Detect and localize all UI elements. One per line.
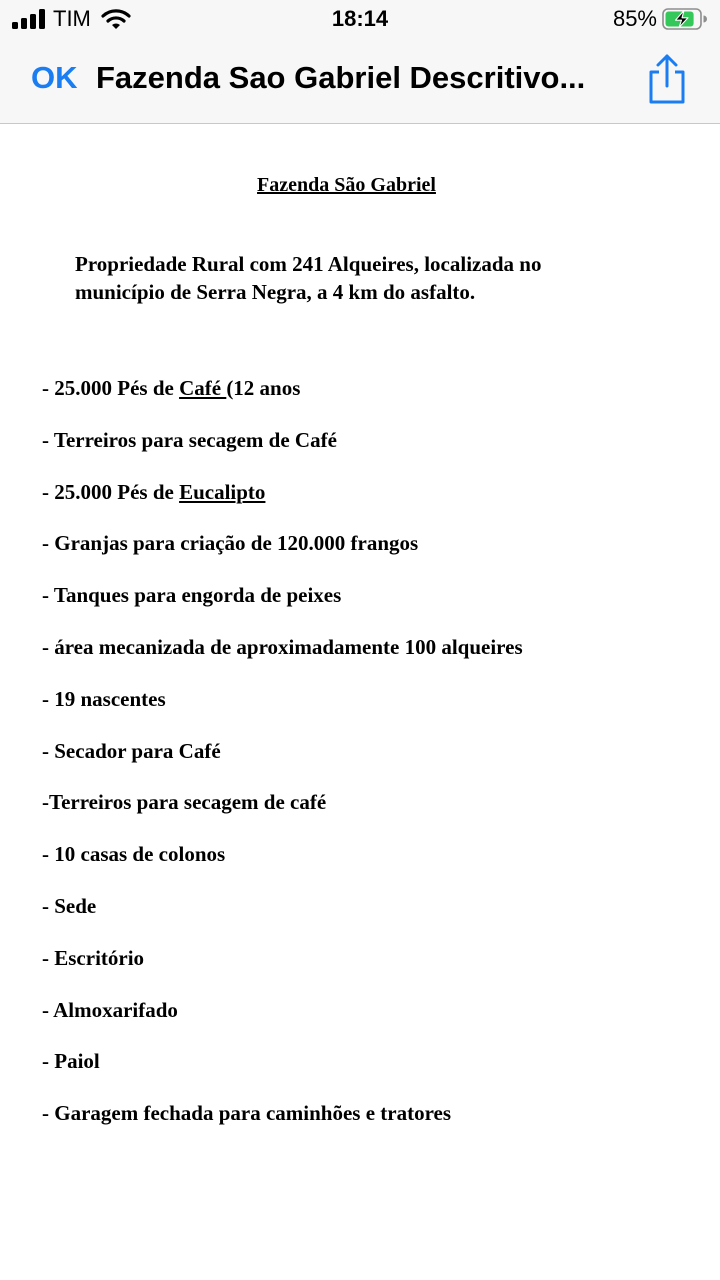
document-body xyxy=(0,124,720,1280)
list-item-text: - Sede xyxy=(42,893,97,918)
list-item xyxy=(42,998,523,1050)
list-item-text: - 10 casas de colonos xyxy=(42,842,226,867)
status-time: 18:14 xyxy=(331,6,389,31)
list-item-link[interactable]: Café xyxy=(179,376,227,400)
intro-line: Propriedade Rural com 241 Alqueires, localizada no xyxy=(75,252,542,276)
list-item xyxy=(42,790,523,842)
list-item-text: - Paiol xyxy=(42,1049,100,1074)
list-item xyxy=(42,894,523,946)
list-item-text: - Granjas para criação de 120.000 frangos xyxy=(42,531,419,556)
list-item-text: - Garagem fechada para caminhões e tratores xyxy=(42,1101,452,1126)
list-item-link[interactable]: Eucalipto xyxy=(179,479,266,504)
list-item xyxy=(42,376,523,428)
feature-list xyxy=(42,376,523,1153)
list-item-text: - Terreiros para secagem de Café xyxy=(42,427,337,452)
doc-heading-text: Fazenda São Gabriel xyxy=(257,174,436,196)
list-item-text: - Escritório xyxy=(42,945,145,970)
battery-percent: 85% xyxy=(612,6,657,31)
battery-charging-icon xyxy=(662,8,708,30)
list-item xyxy=(42,1101,523,1153)
status-bar xyxy=(0,0,720,40)
list-item-text: -Terreiros para secagem de café xyxy=(42,790,327,815)
navigation-bar xyxy=(0,40,720,124)
intro-line: município de Serra Negra, a 4 km do asfalto. xyxy=(75,280,476,304)
list-item xyxy=(42,1049,523,1101)
document-title: Fazenda Sao Gabriel Descritivo... xyxy=(96,60,586,95)
list-item-text: - área mecanizada de aproximadamente 100 alqueires xyxy=(42,634,523,659)
list-item xyxy=(42,842,523,894)
list-item-text: - Secador para Café xyxy=(42,738,221,763)
doc-heading xyxy=(0,174,693,197)
carrier-name: TIM xyxy=(53,6,91,31)
list-item xyxy=(42,531,523,583)
ok-button[interactable]: OK xyxy=(31,60,78,95)
intro-paragraph xyxy=(75,250,635,306)
list-item-text: (12 anos xyxy=(226,376,301,400)
list-item-text: - 19 nascentes xyxy=(42,686,166,711)
share-icon[interactable] xyxy=(646,52,688,104)
list-item xyxy=(42,428,523,480)
list-item-text: - Almoxarifado xyxy=(42,997,178,1022)
list-item xyxy=(42,687,523,739)
list-item-text: - 25.000 Pés de xyxy=(42,479,180,504)
list-item xyxy=(42,739,523,791)
list-item xyxy=(42,583,523,635)
list-item-text: - Tanques para engorda de peixes xyxy=(42,583,342,608)
list-item-text: - 25.000 Pés de xyxy=(42,376,180,400)
list-item xyxy=(42,635,523,687)
list-item xyxy=(42,480,523,532)
list-item xyxy=(42,946,523,998)
